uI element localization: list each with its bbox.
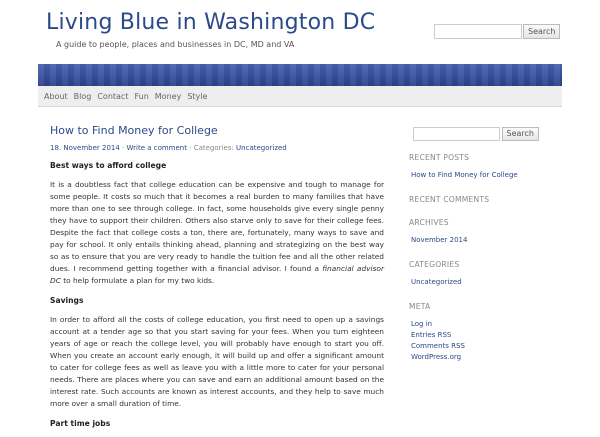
recent-posts-widget [409, 153, 539, 181]
sidebar-search-input[interactable] [413, 127, 500, 141]
post-title[interactable]: How to Find Money for College [50, 124, 218, 137]
categories-widget [409, 260, 539, 288]
archives-widget [409, 218, 539, 246]
post-meta [50, 144, 287, 152]
paragraph: In order to afford all the costs of college education, you first need to open up a savings account at a tender age so that you start saving for your fees. When you turn eighteen years of age or reach the college level, you will probably have enough to start you off. When you create an account early enough, it will build up and offer a significant amount to cater for college fees as well as leave you with a little more to cater for your personal needs. There are places where you can save and earn an additional amount based on the interest rate. Such accounts are known as interest accounts, and they help to save much more over a small duration of time. [50, 315, 384, 408]
sidebar-search [413, 127, 539, 141]
widget-heading: RECENT POSTS [409, 153, 470, 162]
header-search-button[interactable]: Search [523, 24, 560, 39]
meta-comments-rss-link[interactable]: Comments RSS [411, 342, 465, 350]
header-search [434, 24, 560, 39]
nav-item-style[interactable]: Style [187, 91, 208, 101]
widget-heading: ARCHIVES [409, 218, 449, 227]
nav-item-contact[interactable]: Contact [97, 91, 129, 101]
sidebar [409, 127, 539, 377]
category-link[interactable]: Uncategorized [236, 144, 287, 152]
meta-login-link[interactable]: Log in [411, 320, 433, 328]
sidebar-search-button[interactable]: Search [502, 127, 539, 141]
paragraph [50, 179, 384, 287]
meta-separator: · [122, 144, 125, 152]
meta-separator: · [189, 144, 192, 152]
widget-heading: META [409, 302, 431, 311]
nav-item-blog[interactable]: Blog [73, 91, 92, 101]
financial-advisor-text: financial advisor DC [50, 264, 384, 285]
archive-link[interactable]: November 2014 [411, 236, 468, 244]
meta-widget [409, 302, 539, 363]
categories-label: Categories: [193, 144, 234, 152]
paragraph-text: It is a doubtless fact that college education can be expensive and tough to manage for some people. It costs so much that it becomes a real burden to many families that have more than one to see through college. In fact, some households give every single penny they have to support their children. Others also starve only to save for their college fees. Despite the fact that college costs a ton, there are, fortunately, many ways to save and pay for school. It only entails thinking ahead, planning and strategizing on the best way so as to ensure that you are very ready to handle the tuition fee and all the other related dues. I recommend getting together with a financial advisor. I found a [50, 180, 384, 273]
meta-wordpress-link[interactable]: WordPress.org [411, 353, 462, 361]
widget-heading: CATEGORIES [409, 260, 460, 269]
meta-entries-rss-link[interactable]: Entries RSS [411, 331, 452, 339]
category-widget-link[interactable]: Uncategorized [411, 278, 462, 286]
nav-item-about[interactable]: About [44, 91, 68, 101]
nav-item-fun[interactable]: Fun [134, 91, 149, 101]
recent-comments-widget [409, 195, 539, 204]
widget-heading: RECENT COMMENTS [409, 195, 490, 204]
header-search-input[interactable] [434, 24, 522, 39]
section-heading: Best ways to afford college [50, 161, 167, 170]
site-description: A guide to people, places and businesses in DC, MD and VA [56, 40, 295, 49]
main-nav [38, 86, 562, 107]
write-comment-link[interactable]: Write a comment [126, 144, 187, 152]
recent-post-link[interactable]: How to Find Money for College [411, 171, 518, 179]
section-heading: Savings [50, 296, 84, 305]
header-banner [38, 64, 562, 86]
section-heading: Part time jobs [50, 419, 111, 428]
post-date[interactable]: 18. November 2014 [50, 144, 120, 152]
nav-item-money[interactable]: Money [154, 91, 182, 101]
paragraph-text: to help formulate a plan for my two kids. [60, 276, 215, 285]
site-title[interactable]: Living Blue in Washington DC [46, 10, 376, 35]
post-content [50, 160, 384, 437]
